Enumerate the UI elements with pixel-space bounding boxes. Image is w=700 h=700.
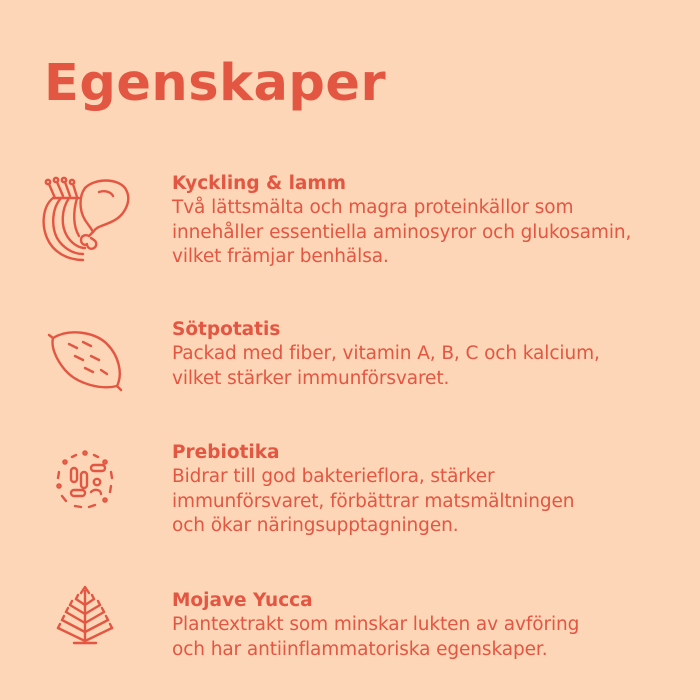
- feature-text: [172, 318, 697, 391]
- feature-description: [172, 342, 697, 391]
- description-line: och ökar näringsupptagningen.: [172, 515, 459, 536]
- feature-description: [172, 465, 697, 539]
- feature-heading: Mojave Yucca: [172, 590, 313, 611]
- description-line: Packad med fiber, vitamin A, B, C och kalcium,: [172, 343, 600, 364]
- description-line: Plantextrakt som minskar lukten av avföring: [172, 614, 580, 635]
- feature-heading: Kyckling & lamm: [172, 173, 346, 194]
- description-line: innehåller essentiella aminosyror och glukosamin,: [172, 221, 632, 243]
- feature-description: [172, 196, 697, 270]
- description-line: och har antiinflammatoriska egenskaper.: [172, 638, 548, 660]
- feature-heading: Sötpotatis: [172, 319, 281, 340]
- description-line: vilket främjar benhälsa.: [172, 246, 389, 267]
- description-line: Två lättsmälta och magra proteinkällor som: [172, 197, 574, 218]
- feature-text: [172, 441, 697, 539]
- description-line: immunförsvaret, förbättrar matsmältningen: [172, 490, 575, 512]
- sweet-potato-icon: [40, 314, 130, 404]
- prebiotics-icon: [40, 435, 130, 525]
- chicken-lamb-icon: [40, 174, 130, 264]
- yucca-icon: [40, 571, 130, 661]
- description-line: Bidrar till god bakterieflora, stärker: [172, 466, 495, 487]
- feature-text: [172, 172, 697, 270]
- description-line: vilket stärker immunförsvaret.: [172, 367, 450, 389]
- feature-description: [172, 613, 697, 662]
- feature-text: [172, 589, 697, 662]
- feature-heading: Prebiotika: [172, 442, 280, 463]
- page-title: Egenskaper: [44, 54, 387, 113]
